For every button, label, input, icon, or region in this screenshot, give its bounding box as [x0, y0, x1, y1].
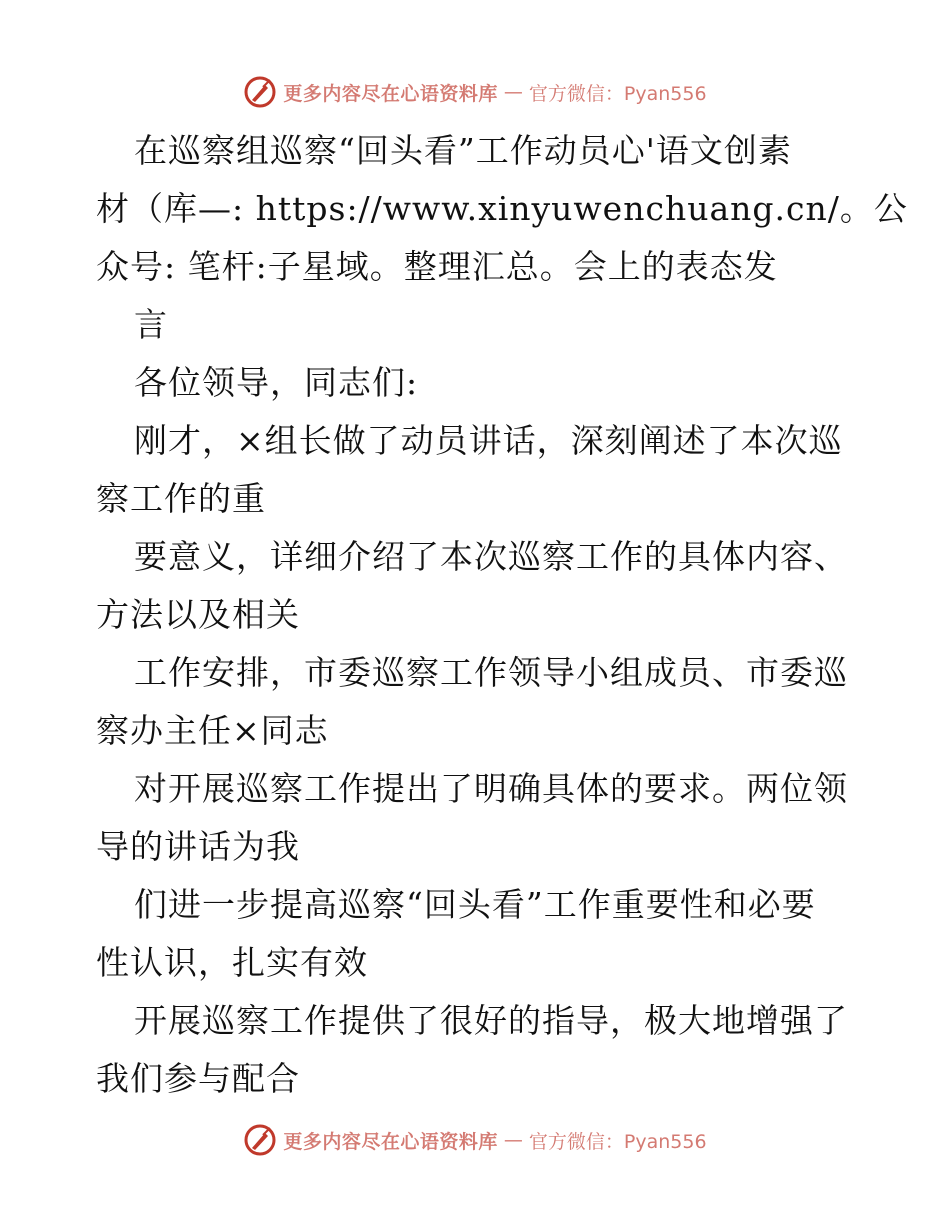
text-line: 材（库—: https://www.xinyuwenchuang.cn/。公 — [96, 189, 908, 228]
salutation: 各位领导，同志们: — [134, 363, 419, 402]
text-line: 开展巡察工作提供了很好的指导，极大地增强了 — [134, 1001, 848, 1040]
text-line: 们进一步提高巡察“回头看”工作重要性和必要 — [134, 885, 816, 924]
text-line: 要意义，详细介绍了本次巡察工作的具体内容、 — [134, 537, 848, 576]
footer-watermark — [0, 1120, 950, 1160]
pen-logo-icon — [243, 1123, 277, 1157]
header-watermark — [0, 72, 950, 112]
watermark-separator: — — [503, 1129, 523, 1151]
text-line: 对开展巡察工作提出了明确具体的要求。两位领 — [134, 769, 848, 808]
text-line: 我们参与配合 — [96, 1059, 300, 1098]
text-line: 言 — [134, 305, 168, 344]
document-body — [96, 122, 908, 1108]
text-line: 刚才，×组长做了动员讲话，深刻阐述了本次巡 — [134, 421, 843, 460]
text-line: 导的讲话为我 — [96, 827, 300, 866]
text-line: 众号: 笔杆:子星域。整理汇总。会上的表态发 — [96, 247, 778, 286]
text-line: 方法以及相关 — [96, 595, 300, 634]
text-line: 性认识，扎实有效 — [96, 943, 368, 982]
watermark-brand: 更多内容尽在心语资料库 — [283, 82, 498, 105]
watermark-brand: 更多内容尽在心语资料库 — [283, 1130, 498, 1153]
watermark-wechat: 官方微信：Pyan556 — [528, 82, 707, 105]
watermark-wechat: 官方微信：Pyan556 — [528, 1130, 707, 1153]
watermark-separator: — — [503, 81, 523, 103]
text-line: 在巡察组巡察“回头看”工作动员心'语文创素 — [134, 131, 792, 170]
pen-logo-icon — [243, 75, 277, 109]
text-line: 察工作的重 — [96, 479, 266, 518]
text-line: 察办主任×同志 — [96, 711, 329, 750]
text-line: 工作安排，市委巡察工作领导小组成员、市委巡 — [134, 653, 848, 692]
